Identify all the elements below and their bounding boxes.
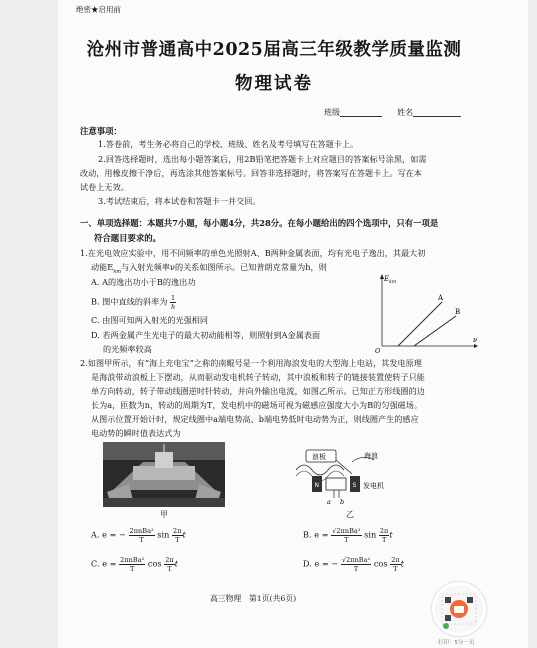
name-label: 姓名 (397, 108, 414, 117)
figure-jia-photo (103, 442, 225, 507)
line-b-label: B (455, 308, 461, 316)
class-label: 班级 (324, 108, 340, 117)
q2-option-d: D. e = − $\frac{\text{√2πnBa²}}{T}$ cos $\frac{2\pi}{T}$ t (303, 556, 405, 573)
q2-stem: 长为a，匝数为n，转动的周期为T，发电机中的磁场可视为磁感应强度大小为B的匀强磁场。 (91, 400, 423, 410)
figure-yi-caption: 乙 (346, 510, 354, 519)
svg-text:a: a (327, 498, 331, 506)
section-heading-cont: 符合题目要求的。 (94, 233, 161, 243)
q1-option-b: B. 图中直线的斜率为 $\frac{1}{h}$ (91, 294, 176, 311)
coil (326, 478, 346, 490)
qr-code-widget[interactable] (432, 582, 486, 636)
q2-option-a: A. e = − $\frac{\text{2πnBa²}}{T}$ sin $\frac{2\pi}{T}$ t (91, 527, 186, 544)
exam-subject: 物理试卷 (235, 74, 313, 94)
q2-stem: 单方向转动，转子带动线圈逆时针转动，并向外输出电流，如图乙所示。已知正方形线圈的边 (91, 386, 425, 396)
y-axis-label: $E_{km}$ (384, 275, 397, 285)
page-footer: 高三物理 第1页(共6页) (210, 594, 297, 603)
q2-stem: 电动势的瞬时值表达式为 (91, 428, 181, 438)
class-blank (340, 108, 382, 117)
notice-line: 试卷上无效。 (80, 182, 129, 192)
q1-graph (370, 270, 480, 355)
secret-mark: 绝密★启用前 (76, 5, 121, 14)
qr-code-icon (432, 582, 486, 636)
notice-line: 3.考试结束后，将本试卷和答题卡一并交回。 (98, 196, 261, 206)
qr-caption: 打印：5分一页 (438, 640, 475, 646)
q1-option-d: D. 若两金属产生光电子的最大初动能相等，则照射到A金属表面 (91, 330, 321, 340)
q2-stem: 从图示位置开始计时，规定线圈中a端电势高、b端电势低时电动势为正，则线圈产生的感应 (91, 414, 419, 424)
generator-label: 发电机 (363, 482, 384, 490)
q1-option-c: C. 由图可知两入射光的光强相同 (91, 315, 209, 325)
sea-label: 海浪 (364, 452, 378, 460)
name-blank (413, 108, 461, 117)
svg-text:S: S (352, 482, 357, 489)
q1-option-a: A. A的逸出功小于B的逸出功 (91, 277, 196, 287)
board-label: 浪板 (312, 453, 326, 461)
line-a-label: A (438, 294, 444, 302)
x-axis-label: ν (473, 336, 478, 344)
notice-heading: 注意事项： (80, 126, 122, 136)
svg-text:b: b (340, 498, 345, 506)
line-b (414, 316, 456, 346)
class-field (324, 107, 461, 118)
exam-title: 沧州市普通高中2025届高三年级教学质量监测 (86, 40, 462, 60)
notice-line: 1.答卷前，考生务必将自己的学校、班级、姓名及考号填写在答题卡上。 (98, 139, 359, 149)
origin-label: O (375, 347, 381, 355)
q2-stem: 是海浪带动浪板上下摆动，从而驱动发电机转子转动，其中浪板和转子的链接装置使转子只能 (91, 372, 425, 382)
q1-option-d-cont: 的光频率较高 (103, 344, 152, 354)
q1-stem: 动能$E_{km}$与入射光频率ν的关系如图所示。已知普朗克常量为h，则 (91, 262, 327, 275)
notice-line: 改动，用橡皮擦干净后，再选涂其他答案标号。回答非选择题时，将答案写在答题卡上。写在本 (80, 168, 423, 178)
q2-stem: 2.如图甲所示，有“海上充电宝”之称的南鲲号是一个利用海浪发电的大型海上电站，其发电原理 (80, 358, 422, 368)
svg-text:N: N (314, 482, 319, 489)
line-a (398, 302, 442, 346)
notice-line: 2.回答选择题时，选出每小题答案后，用2B铅笔把答题卡上对应题目的答案标号涂黑，如需 (98, 154, 427, 164)
x-axis-arrow (474, 344, 478, 348)
q2-option-c: C. e = $\frac{\text{2πnBa²}}{T}$ cos $\frac{2\pi}{T}$ t (91, 556, 179, 573)
figure-jia-caption: 甲 (160, 510, 168, 519)
section-heading: 一、单项选择题：本题共7小题，每小题4分，共28分。在每小题给出的四个选项中，只有一项是 (80, 218, 439, 228)
q2-option-b: B. e = $\frac{\text{√2πnBa²}}{T}$ sin $\frac{2\pi}{T}$ t (303, 527, 393, 544)
q1-stem: 1.在光电效应实验中，用不同频率的单色光照射A、B两种金属表面，均有光电子逸出，其最大初 (80, 248, 426, 258)
figure-yi-diagram (290, 440, 410, 512)
